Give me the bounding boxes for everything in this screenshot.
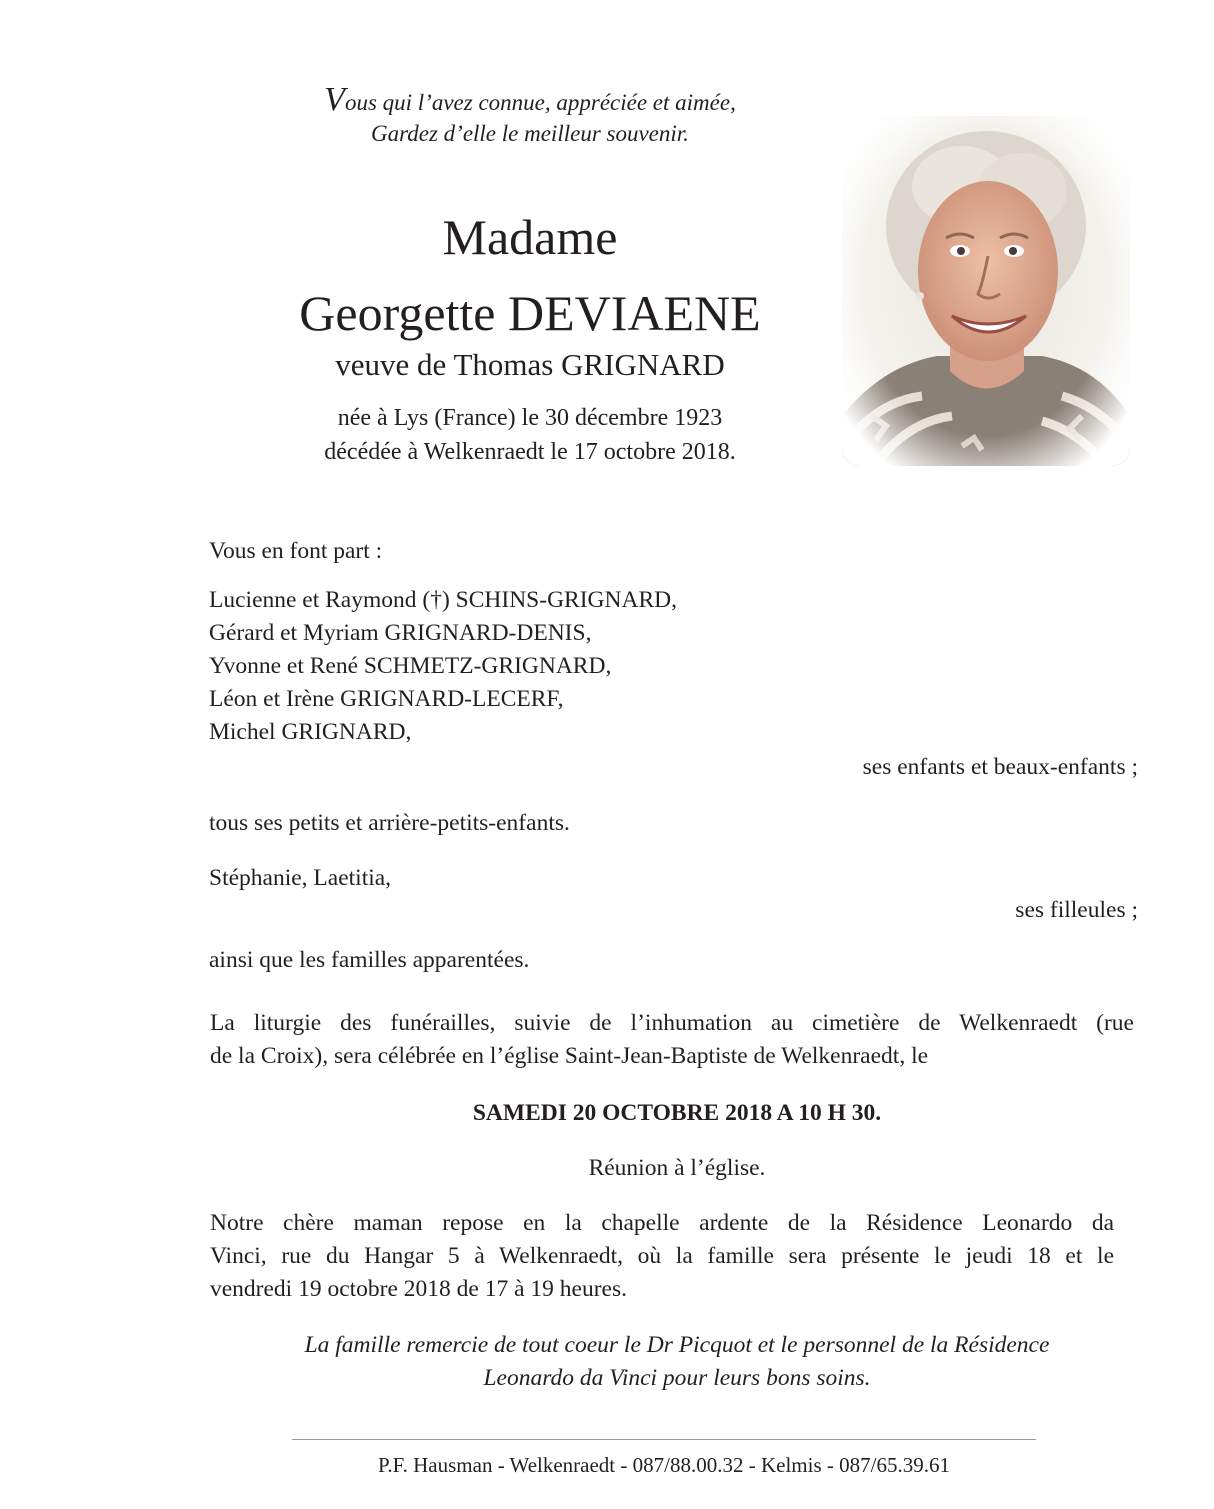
birth-date: née à Lys (France) le 30 décembre 1923: [337, 405, 723, 431]
visitation-line-2: Vinci, rue du Hangar 5 à Welkenraedt, où la famille sera présente le jeudi 18 et le: [210, 1243, 1114, 1269]
ceremony-paragraph: [210, 1007, 1134, 1073]
memorial-verse: [230, 81, 830, 149]
grandchildren: tous ses petits et arrière-petits-enfants.: [209, 810, 570, 836]
funeral-home-footer: P.F. Hausman - Welkenraedt - 087/88.00.32 - Kelmis - 087/65.39.61: [378, 1453, 950, 1477]
goddaughters: Stéphanie, Laetitia,: [209, 865, 392, 891]
child-entry: Lucienne et Raymond (†) SCHINS-GRIGNARD,: [209, 587, 677, 613]
visitation-paragraph: [210, 1207, 1114, 1306]
ceremony-line-2: de la Croix), sera célébrée en l’église Saint-Jean-Baptiste de Welkenraedt, le: [210, 1043, 929, 1069]
ceremony-date: SAMEDI 20 OCTOBRE 2018 A 10 H 30.: [472, 1100, 882, 1126]
children-label: ses enfants et beaux-enfants ;: [862, 754, 1138, 780]
goddaughters-label: ses filleules ;: [1015, 897, 1138, 923]
children-list: [209, 584, 677, 749]
child-entry: Léon et Irène GRIGNARD-LECERF,: [209, 686, 564, 712]
thanks-line-2: Leonardo da Vinci pour leurs bons soins.: [483, 1365, 871, 1391]
verse-line-1-text: ous qui l’avez connue, appréciée et aimée,: [344, 90, 736, 115]
visitation-line-1: Notre chère maman repose en la chapelle ardente de la Résidence Leonardo da: [210, 1210, 1114, 1236]
verse-dropcap: V: [324, 81, 345, 118]
widow-of: veuve de Thomas GRIGNARD: [335, 347, 725, 382]
announcement-intro: Vous en font part :: [209, 538, 383, 564]
related-families: ainsi que les familles apparentées.: [209, 947, 530, 973]
deceased-block: [230, 209, 830, 469]
thanks-line-1: La famille remercie de tout coeur le Dr Picquot et le personnel de la Résidence: [304, 1332, 1050, 1358]
child-entry: Yvonne et René SCHMETZ-GRIGNARD,: [209, 653, 612, 679]
visitation-line-3: vendredi 19 octobre 2018 de 17 à 19 heures.: [210, 1276, 627, 1302]
child-entry: Michel GRIGNARD,: [209, 719, 412, 745]
child-entry: Gérard et Myriam GRIGNARD-DENIS,: [209, 620, 592, 646]
deceased-title: Madame: [442, 209, 618, 265]
footer-divider: [292, 1439, 1036, 1440]
portrait-image: [842, 116, 1130, 466]
ceremony-line-1: La liturgie des funérailles, suivie de l’inhumation au cimetière de Welkenraedt (rue: [210, 1010, 1134, 1036]
portrait-photo: [842, 116, 1130, 466]
deceased-name: Georgette DEVIAENE: [299, 285, 761, 341]
death-date: décédée à Welkenraedt le 17 octobre 2018.: [324, 439, 736, 465]
verse-line-2: Gardez d’elle le meilleur souvenir.: [371, 121, 689, 146]
thanks-paragraph: [212, 1329, 1142, 1395]
verse-line-1: [230, 81, 830, 118]
meeting-place: Réunion à l’église.: [588, 1155, 766, 1181]
